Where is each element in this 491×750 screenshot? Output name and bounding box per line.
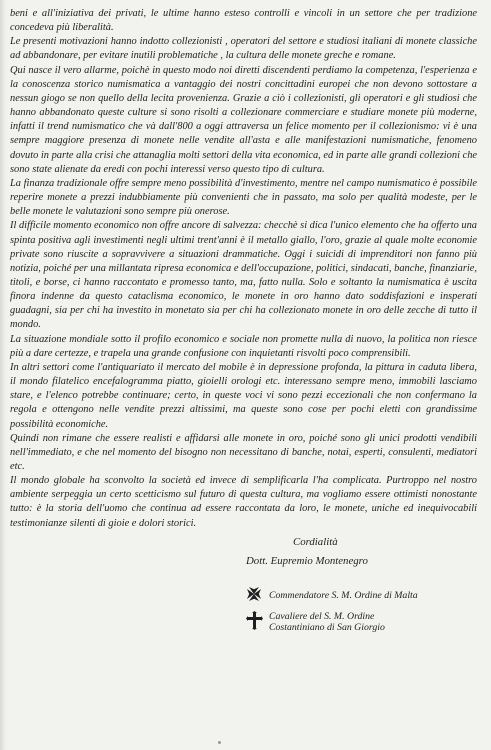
maltese-cross-icon: [246, 586, 262, 602]
page-mark: [218, 741, 221, 744]
constantinian-cross-icon: [246, 611, 263, 630]
closing-block: [10, 531, 477, 681]
signature-name: Dott. Eupremio Montenegro: [246, 554, 368, 567]
honor-title-line: Cavaliere del S. M. Ordine: [269, 610, 375, 622]
paragraph: La situazione mondiale sotto il profilo economico e sociale non promette nulla di nuovo, la politica non riesce più a dare certezze, e trapela una grande confusione con inquietanti risvolti poco comprensibili.: [10, 333, 477, 359]
paragraph: Qui nasce il vero allarme, poichè in questo modo noi diretti discendenti perdiamo la competenza, l'esperienza e la conoscenza storico numismatica a vantaggio dei nostri concittadini europei che non devono sottostare a nessun giogo se non quello della lecita provenienza. Grazie a ciò i collezionisti, gli operatori e gli studiosi che hanno abbandonato queste culture si sono risolti a collezionare commerciare e studiare monete più moderne, infatti il trend numismatico che và dall'800 a oggi attraversa un felice momento per il collezionismo: vi è una sempre maggiore presenza di monete nelle vendite all'asta e alle manifestazioni numismatiche, fenomeno dovuto in parte alla crisi che attanaglia molti settori della vita economica, ed in parte alle grandi collezioni che sono state alienate da eredi con pochi interessi verso questo tipo di cultura.: [10, 64, 477, 175]
honor-title-line: Costantiniano di San Giorgio: [269, 622, 385, 634]
paragraph: Il mondo globale ha sconvolto la società ed invece di semplificarla l'ha complicata. Purtroppo nel nostro ambiente serpeggia un certo scetticismo sul futuro di questa cultura, ma vogliamo essere ottimisti nonostante tutto: è la storia dell'uomo che continua ad essere raccontata da loro, le monete, uniche ed inequivocabili testimonianze silenti di gioie e dolori storici.: [10, 475, 477, 529]
paragraph: La finanza tradizionale offre sempre meno possibilità d'investimento, mentre nel campo numismatico è possibile reperire monete a prezzi indubbiamente più convenienti che in passato, ma solo per qualità modeste, per le belle monete le valutazioni sono sempre più onerose.: [10, 177, 477, 218]
paragraph: Quindi non rimane che essere realisti e affidarsi alle monete in oro, poiché sono gli unici prodotti vendibili nell'immediato, e che nel momento del bisogno non necessitano di banche, notai, esperti, consulenti, mediatori etc.: [10, 432, 477, 472]
paragraph: Il difficile momento economico non offre ancore di salvezza: checchè si dica l'unico elemento che ha offerto una spinta positiva agli investimenti negli ultimi trent'anni è il metallo giallo, l'oro, grazie al quale molte economie private sono riuscite a sopravvivere a situazioni drammatiche. Oggi i suicidi di imprenditori non fanno più notizia, poiché per una millantata ripresa economica e dell'occupazione, politici, sindacati, banche, finanziarie, titoli, e borse, ci hanno raccontato e promesso tanto, ma, fatto nulla. Solo e soltanto la numismatica è uscita finora indenne da questo cataclisma economico, le monete in oro hanno dato soddisfazioni e insperati guadagni, sia per chi ha investito in monetato sia per chi ha collezionato monete in oro delle zecche di tutto il mondo.: [10, 220, 477, 331]
regards-text: Cordialità: [293, 535, 338, 548]
honor-title-malta: Commendatore S. M. Ordine di Malta: [269, 589, 418, 601]
letter-body: [10, 7, 477, 531]
paragraph: Le presenti motivazioni hanno indotto collezionisti , operatori del settore e studiosi italiani di monete classiche ad abbandonare, per evitare inutili problematiche , la cultura delle monete greche e romane.: [10, 36, 477, 62]
honor-title-constantinian: [269, 611, 385, 634]
paragraph: beni e all'iniziativa dei privati, le ultime hanno esteso controlli e vincoli in un settore che per tradizione concedeva più liberalità.: [10, 8, 477, 34]
paragraph: In altri settori come l'antiquariato il mercato del mobile è in depressione profonda, la pittura in caduta libera, il mondo filatelico encefalogramma piatto, gioielli orologi etc. interessano sempre meno, immobili lasciamo stare, e l'elenco potrebbe continuare; certo, in queste voci vi sono pezzi eccezionali che non confermano la regola e ottengono nelle vendite prezzi altissimi, ma queste sono cose per pochi eletti con grandissime possibilità economiche.: [10, 361, 477, 430]
